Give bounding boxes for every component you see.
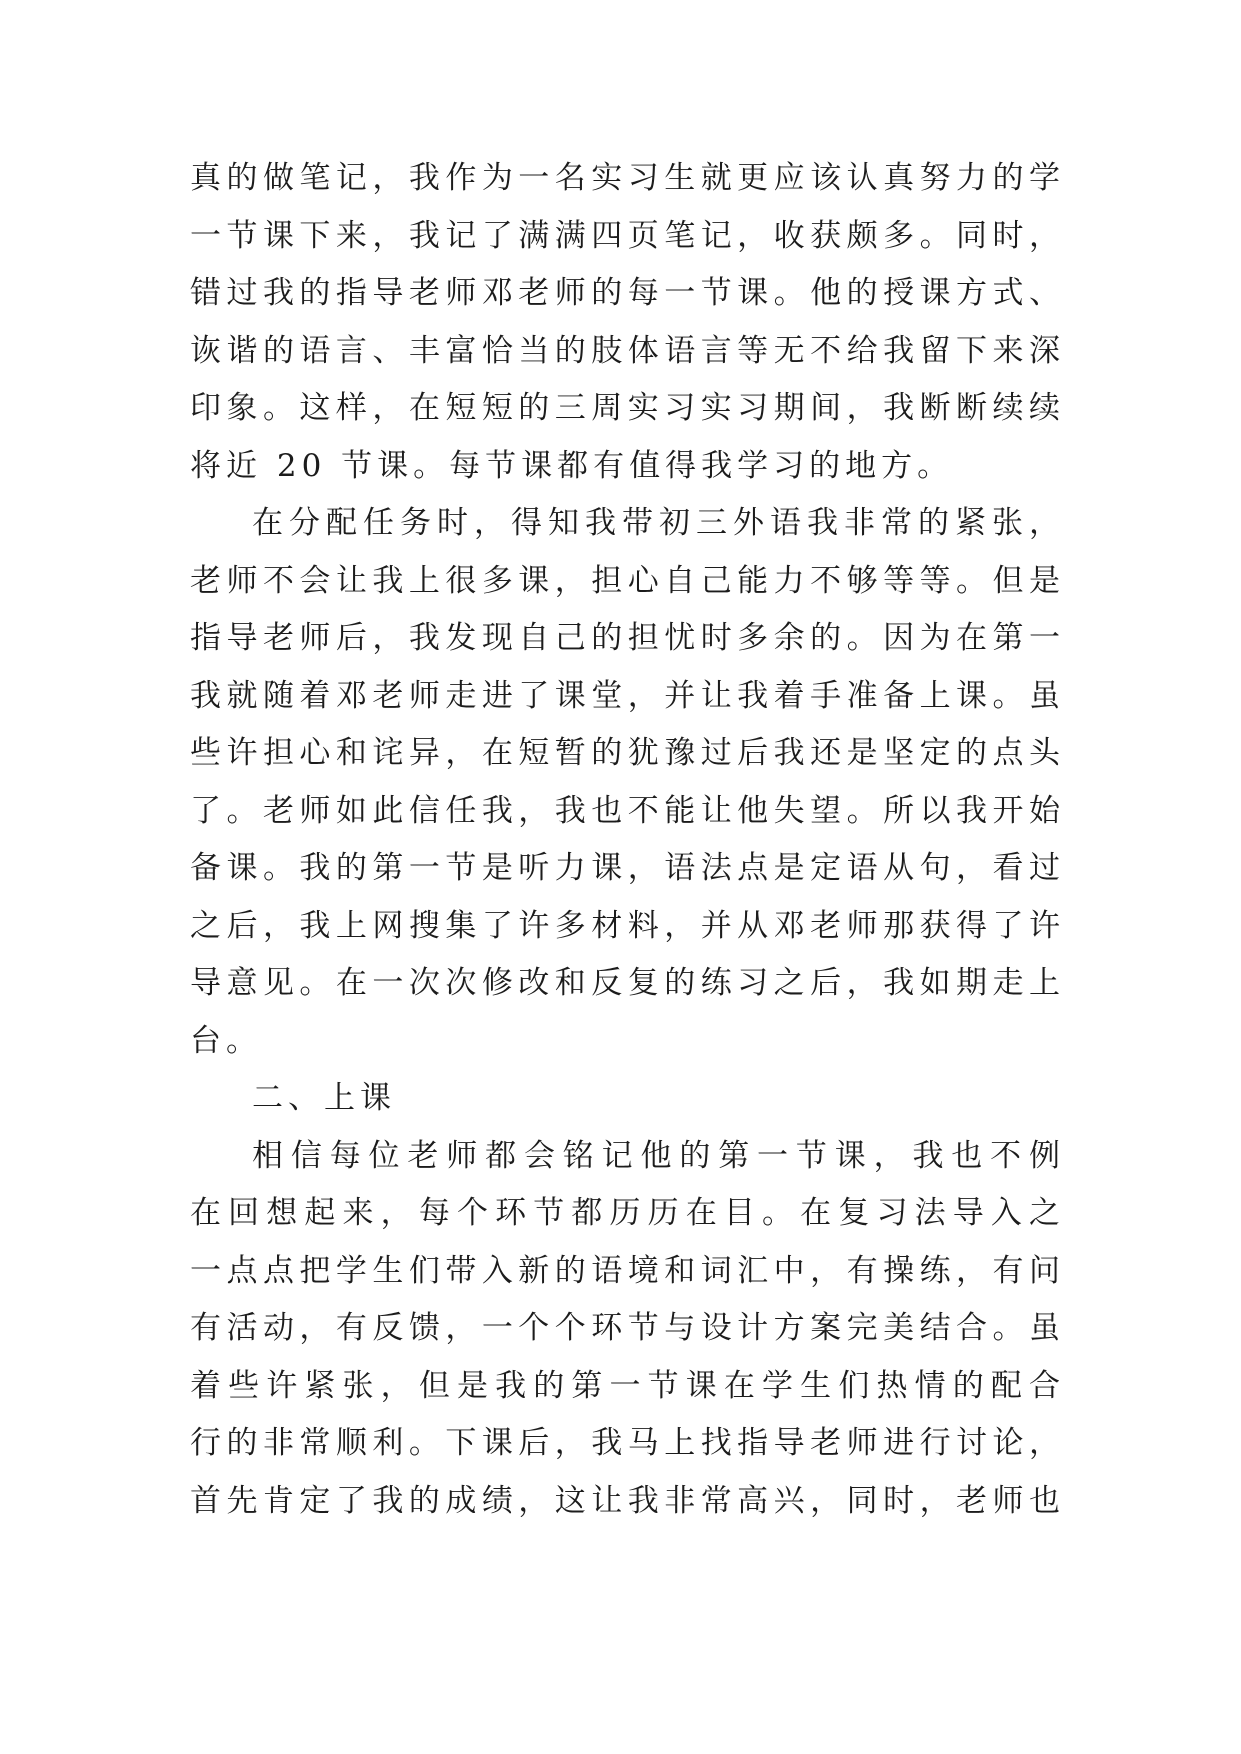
text-line: 相信每位老师都会铭记他的第一节课，我也不例 (252, 1137, 1065, 1174)
text-line: 在回想起来，每个环节都历历在目。在复习法导入之 (190, 1195, 1065, 1231)
text-line: 错过我的指导老师邓老师的每一节课。他的授课方式、 (190, 275, 1065, 311)
text-line: 些许担心和诧异，在短暂的犹豫过后我还是坚定的点头 (190, 735, 1065, 771)
text-line: 首先肯定了我的成绩，这让我非常高兴，同时，老师也 (190, 1482, 1065, 1519)
text-line: 一点点把学生们带入新的语境和词汇中，有操练，有问 (190, 1252, 1065, 1289)
text-line: 备课。我的第一节是听力课，语法点是定语从句，看过 (190, 850, 1065, 886)
text-line: 印象。这样，在短短的三周实习实习期间，我断断续续 (190, 390, 1065, 426)
text-line: 一节课下来，我记了满满四页笔记，收获颇多。同时， (190, 217, 1065, 254)
text-line: 指导老师后，我发现自己的担忧时多余的。因为在第一 (190, 620, 1065, 656)
text-line: 将近 20 节课。每节课都有值得我学习的地方。 (190, 447, 954, 484)
text-line: 真的做笔记，我作为一名实习生就更应该认真努力的学 (190, 160, 1065, 196)
text-line: 我就随着邓老师走进了课堂，并让我着手准备上课。虽 (190, 677, 1065, 714)
document-body (190, 150, 1065, 1530)
text-line: 了。老师如此信任我，我也不能让他失望。所以我开始 (190, 792, 1065, 829)
text-line: 有活动，有反馈，一个个环节与设计方案完美结合。虽 (190, 1310, 1065, 1346)
text-line: 行的非常顺利。下课后，我马上找指导老师进行讨论， (190, 1425, 1065, 1461)
text-line: 台。 (190, 1022, 262, 1059)
text-line: 诙谐的语言、丰富恰当的肢体语言等无不给我留下来深 (190, 332, 1065, 369)
text-line: 着些许紧张，但是我的第一节课在学生们热情的配合 (190, 1367, 1065, 1404)
text-line: 导意见。在一次次修改和反复的练习之后，我如期走上 (190, 965, 1065, 1001)
text-line: 老师不会让我上很多课，担心自己能力不够等等。但是 (190, 562, 1065, 599)
text-line: 之后，我上网搜集了许多材料，并从邓老师那获得了许 (190, 907, 1065, 944)
section-heading: 二、上课 (252, 1080, 396, 1116)
text-line: 在分配任务时，得知我带初三外语我非常的紧张， (252, 505, 1065, 541)
